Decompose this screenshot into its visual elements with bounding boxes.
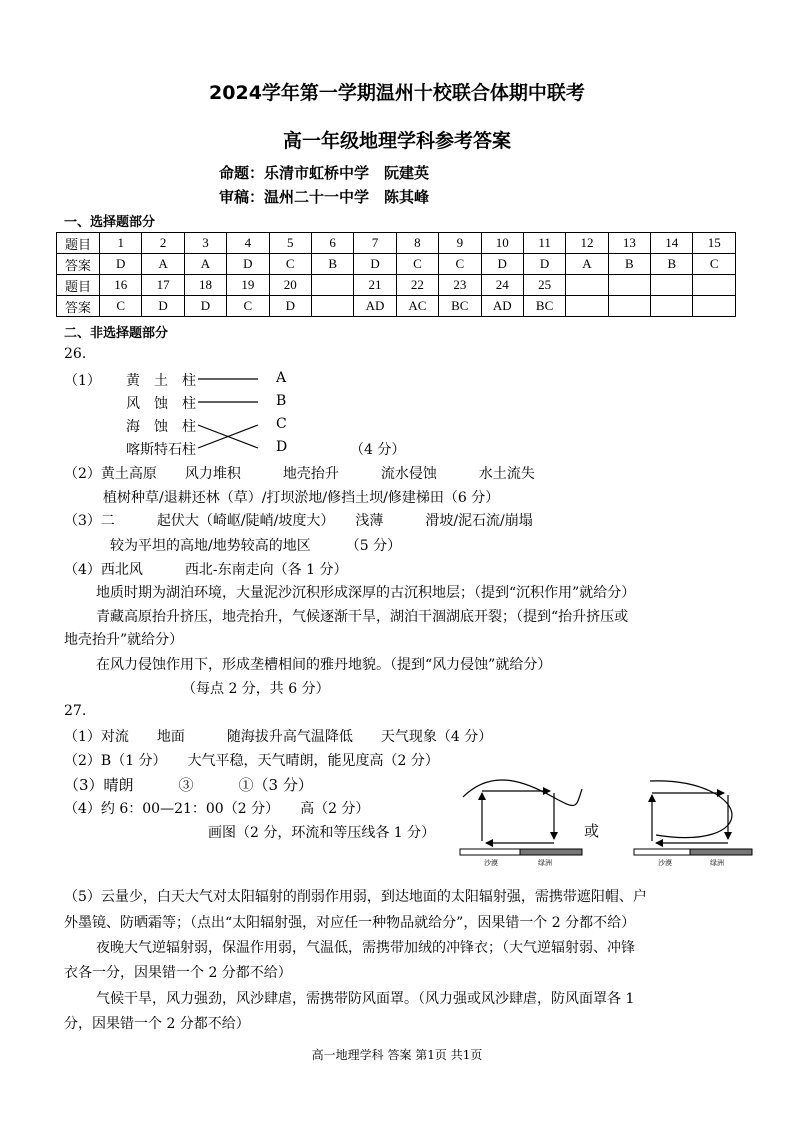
sand-strip <box>460 849 520 855</box>
table-cell: D <box>481 254 523 275</box>
page-title: 2024学年第一学期温州十校联合体期中联考 <box>209 82 585 104</box>
reviewer-line: 审稿：温州二十一中学 陈其峰 <box>219 188 430 206</box>
sand-strip <box>634 849 690 855</box>
table-cell: B <box>311 254 353 275</box>
table-cell: 4 <box>227 233 269 254</box>
q27-p4-line1: （4）约 6：00—21：00（2 分） 高（2 分） <box>64 801 370 817</box>
table-cell: 24 <box>481 275 523 296</box>
table-cell: BC <box>439 296 481 317</box>
table-cell: D <box>184 296 226 317</box>
q26-p4-line4: 地壳抬升”就给分） <box>64 632 184 648</box>
table-cell: 9 <box>439 233 481 254</box>
matching-left-item: 喀斯特石柱 <box>126 442 196 458</box>
table-cell: 18 <box>184 275 226 296</box>
section2-title: 二、非选择题部分 <box>64 326 169 341</box>
table-cell <box>651 275 693 296</box>
q26-p4-line5: 在风力侵蚀作用下，形成垄槽相间的雅丹地貌。（提到“风力侵蚀”就给分） <box>96 657 552 673</box>
sand-label: 沙漠 <box>484 859 498 867</box>
table-cell: 23 <box>439 275 481 296</box>
table-cell: C <box>396 254 438 275</box>
matching-right-item: B <box>276 393 287 409</box>
oasis-label: 绿洲 <box>538 859 552 867</box>
oasis-strip <box>520 849 582 855</box>
table-cell: C <box>269 254 311 275</box>
matching-lines <box>196 370 260 458</box>
q26-p3-line2: 较为平坦的高地/地势较高的地区 （5 分） <box>110 538 402 554</box>
table-cell: B <box>608 254 650 275</box>
table-cell <box>693 275 736 296</box>
isobar-line <box>650 781 732 838</box>
q26-p4-line3: 青藏高原抬升挤压，地壳抬升，气候逐渐干旱，湖泊干涸湖底开裂；（提到“抬升挤压或 <box>96 609 629 625</box>
matching-right-item: C <box>276 416 287 432</box>
table-cell: 2 <box>142 233 184 254</box>
table-cell: D <box>227 254 269 275</box>
table-cell: 16 <box>100 275 142 296</box>
q26-p3-line1: （3）二 起伏大（崎岖/陡峭/坡度大） 浅薄 滑坡/泥石流/崩塌 <box>64 513 533 529</box>
table-cell: A <box>184 254 226 275</box>
table-cell: AD <box>481 296 523 317</box>
q26-p4-line2: 地质时期为湖泊环境，大量泥沙沉积形成深厚的古沉积地层；（提到“沉积作用”就给分） <box>96 585 636 601</box>
q27-p5-line4: 衣各一分，因果错一个 2 分都不给） <box>64 965 292 981</box>
circulation-diagram-2 <box>632 775 754 869</box>
table-cell: D <box>354 254 396 275</box>
sand-label: 沙漠 <box>658 859 672 867</box>
table-cell: 1 <box>100 233 142 254</box>
table-cell: C <box>693 254 736 275</box>
table-cell: 20 <box>269 275 311 296</box>
table-cell <box>608 296 650 317</box>
table-row <box>57 296 736 317</box>
table-cell: 3 <box>184 233 226 254</box>
table-cell: 11 <box>523 233 565 254</box>
q26-p2-line2: 植树种草/退耕还林（草）/打坝淤地/修挡土坝/修建梯田（6 分） <box>103 490 500 506</box>
answer-table <box>56 232 736 317</box>
q27-number: 27. <box>64 703 87 719</box>
q26-p1-score: （4 分） <box>350 442 406 458</box>
q26-number: 26. <box>64 346 87 362</box>
setter-line: 命题：乐清市虹桥中学 阮建英 <box>219 164 430 182</box>
page-footer: 高一地理学科 答案 第1页 共1页 <box>311 1048 483 1062</box>
table-cell: D <box>269 296 311 317</box>
table-cell <box>693 296 736 317</box>
table-cell: D <box>523 254 565 275</box>
table-cell: D <box>142 296 184 317</box>
q27-p4-line2: 画图（2 分，环流和等压线各 1 分） <box>208 825 436 841</box>
page-subtitle: 高一年级地理学科参考答案 <box>282 130 511 152</box>
table-cell: 15 <box>693 233 736 254</box>
q27-p3: （3）晴朗 ③ ①（3 分） <box>64 776 313 794</box>
table-cell: 14 <box>651 233 693 254</box>
table-cell: A <box>142 254 184 275</box>
table-cell: C <box>227 296 269 317</box>
matching-left-item: 海 蚀 柱 <box>126 419 196 435</box>
table-cell: AD <box>354 296 396 317</box>
table-cell <box>566 275 608 296</box>
isobar-line <box>463 780 582 805</box>
table-cell: 12 <box>566 233 608 254</box>
table-cell: AC <box>396 296 438 317</box>
table-cell: 10 <box>481 233 523 254</box>
q27-p5-line6: 分，因果错一个 2 分都不给） <box>64 1016 250 1032</box>
matching-left-item: 黄 土 柱 <box>126 373 196 389</box>
or-label: 或 <box>584 822 600 840</box>
table-cell: 13 <box>608 233 650 254</box>
table-cell: C <box>100 296 142 317</box>
q27-p5-line5: 气候干旱，风力强劲，风沙肆虐，需携带防风面罩。（风力强或风沙肆虐，防风面罩各 1 <box>96 991 635 1007</box>
table-cell: 17 <box>142 275 184 296</box>
oasis-strip <box>690 849 752 855</box>
table-cell: 22 <box>396 275 438 296</box>
q27-p5-line2: 外墨镜、防晒霜等；（点出“太阳辐射强，对应任一种物品就给分”，因果错一个 2 分都不给） <box>64 915 636 931</box>
row-label-question: 题目 <box>57 233 100 254</box>
q27-p2: （2）B（1 分） 大气平稳，天气晴朗，能见度高（2 分） <box>64 753 439 769</box>
q26-p4-line6: （每点 2 分，共 6 分） <box>182 681 330 697</box>
table-cell <box>608 275 650 296</box>
table-cell: 5 <box>269 233 311 254</box>
matching-right-item: A <box>276 370 287 386</box>
table-cell: B <box>651 254 693 275</box>
table-cell: D <box>100 254 142 275</box>
matching-left-item: 风 蚀 柱 <box>126 396 196 412</box>
row-label-question: 题目 <box>57 275 100 296</box>
q26-p1-label: （1） <box>64 373 101 389</box>
table-cell <box>311 296 353 317</box>
table-cell: BC <box>523 296 565 317</box>
table-cell: 19 <box>227 275 269 296</box>
table-cell: 7 <box>354 233 396 254</box>
table-cell: 21 <box>354 275 396 296</box>
table-cell: A <box>566 254 608 275</box>
section1-title: 一、选择题部分 <box>64 215 156 230</box>
q27-p1: （1）对流 地面 随海拔升高气温降低 天气现象（4 分） <box>64 729 493 745</box>
q27-p5-line1: （5）云量少，白天大气对太阳辐射的削弱作用弱，到达地面的太阳辐射强，需携带遮阳帽、户 <box>64 889 647 905</box>
table-cell <box>311 275 353 296</box>
circulation-diagram-1 <box>458 775 584 869</box>
table-cell: 8 <box>396 233 438 254</box>
matching-right-item: D <box>276 439 288 455</box>
q27-p5-line3: 夜晚大气逆辐射弱，保温作用弱，气温低，需携带加绒的冲锋衣；（大气逆辐射弱、冲锋 <box>96 940 635 956</box>
oasis-label: 绿洲 <box>710 859 724 867</box>
row-label-answer: 答案 <box>57 254 100 275</box>
table-row <box>57 233 736 254</box>
row-label-answer: 答案 <box>57 296 100 317</box>
table-cell <box>566 296 608 317</box>
table-cell: 25 <box>523 275 565 296</box>
table-cell: C <box>439 254 481 275</box>
table-cell <box>651 296 693 317</box>
table-cell: 6 <box>311 233 353 254</box>
q26-p2-line1: （2）黄土高原 风力堆积 地壳抬升 流水侵蚀 水土流失 <box>64 466 535 482</box>
table-row <box>57 254 736 275</box>
table-row <box>57 275 736 296</box>
q26-p4-line1: （4）西北风 西北-东南走向（各 1 分） <box>64 562 348 578</box>
